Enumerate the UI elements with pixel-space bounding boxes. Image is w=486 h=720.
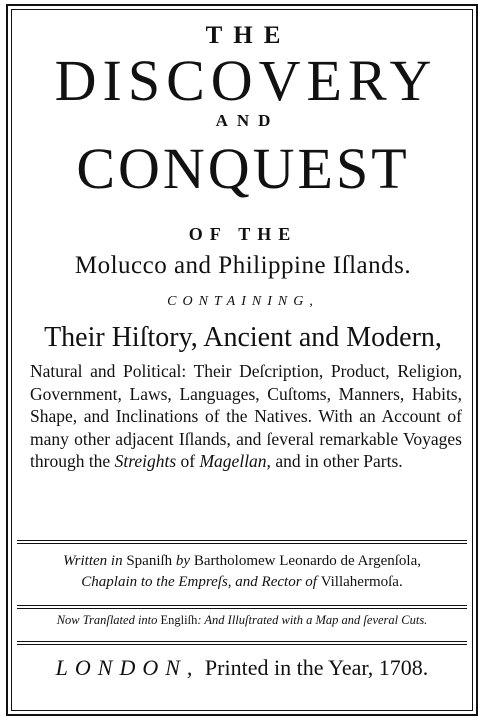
imprint <box>17 655 467 681</box>
imprint-rest: Printed in the Year, 1708. <box>204 655 429 680</box>
author-name: Bartholomew Leonardo de Argenſola, <box>193 553 422 569</box>
divider-rule <box>17 543 467 544</box>
author-role: Chaplain to the Empreſs, and Rector of <box>81 574 317 590</box>
divider-rule <box>17 540 467 541</box>
description-magellan: Magellan, <box>199 451 271 471</box>
description-part2: and in other Parts. <box>275 451 403 471</box>
title-of-the: OF THE <box>188 224 298 244</box>
author-by: by <box>175 553 191 569</box>
description-of: of <box>180 451 196 471</box>
author-place: Villahermoſa. <box>320 574 403 590</box>
divider-rule <box>17 644 467 645</box>
author-written-in: Written in <box>62 553 123 569</box>
author-language: Spaniſh <box>126 553 173 569</box>
title-and: AND <box>215 111 280 130</box>
translation-now: Now Tranſlated into <box>56 613 158 627</box>
divider-rule <box>17 641 467 642</box>
divider-rule <box>17 608 467 609</box>
description-paragraph <box>30 360 462 473</box>
imprint-city: LONDON, <box>55 655 200 680</box>
headline: Their Hiſtory, Ancient and Modern, <box>44 322 442 353</box>
title-discovery: DISCOVERY <box>54 48 438 113</box>
divider-rule <box>17 605 467 606</box>
translation-rest: : And Illuſtrated with a Map and ſeveral Cuts. <box>197 613 428 627</box>
translation-lang: Engliſh <box>160 613 198 627</box>
title-islands: Molucco and Philippine Iſlands. <box>74 252 412 279</box>
description-streights: Streights <box>114 451 177 471</box>
author-credit <box>17 551 467 593</box>
title-conquest: CONQUEST <box>76 136 410 201</box>
description-part1: Natural and Political: Their Deſcription, Product, Religion, Government, Laws, Languages, Cuſtoms, Manners, Habits, Shape, and Inclinations of the Natives. With an Account of many other adjacent Iſlands, and ſeveral remarkable Voyages through the <box>30 361 462 471</box>
translation-note <box>17 613 467 628</box>
title-containing: CONTAINING, <box>167 294 319 309</box>
title-the: THE <box>205 22 292 49</box>
